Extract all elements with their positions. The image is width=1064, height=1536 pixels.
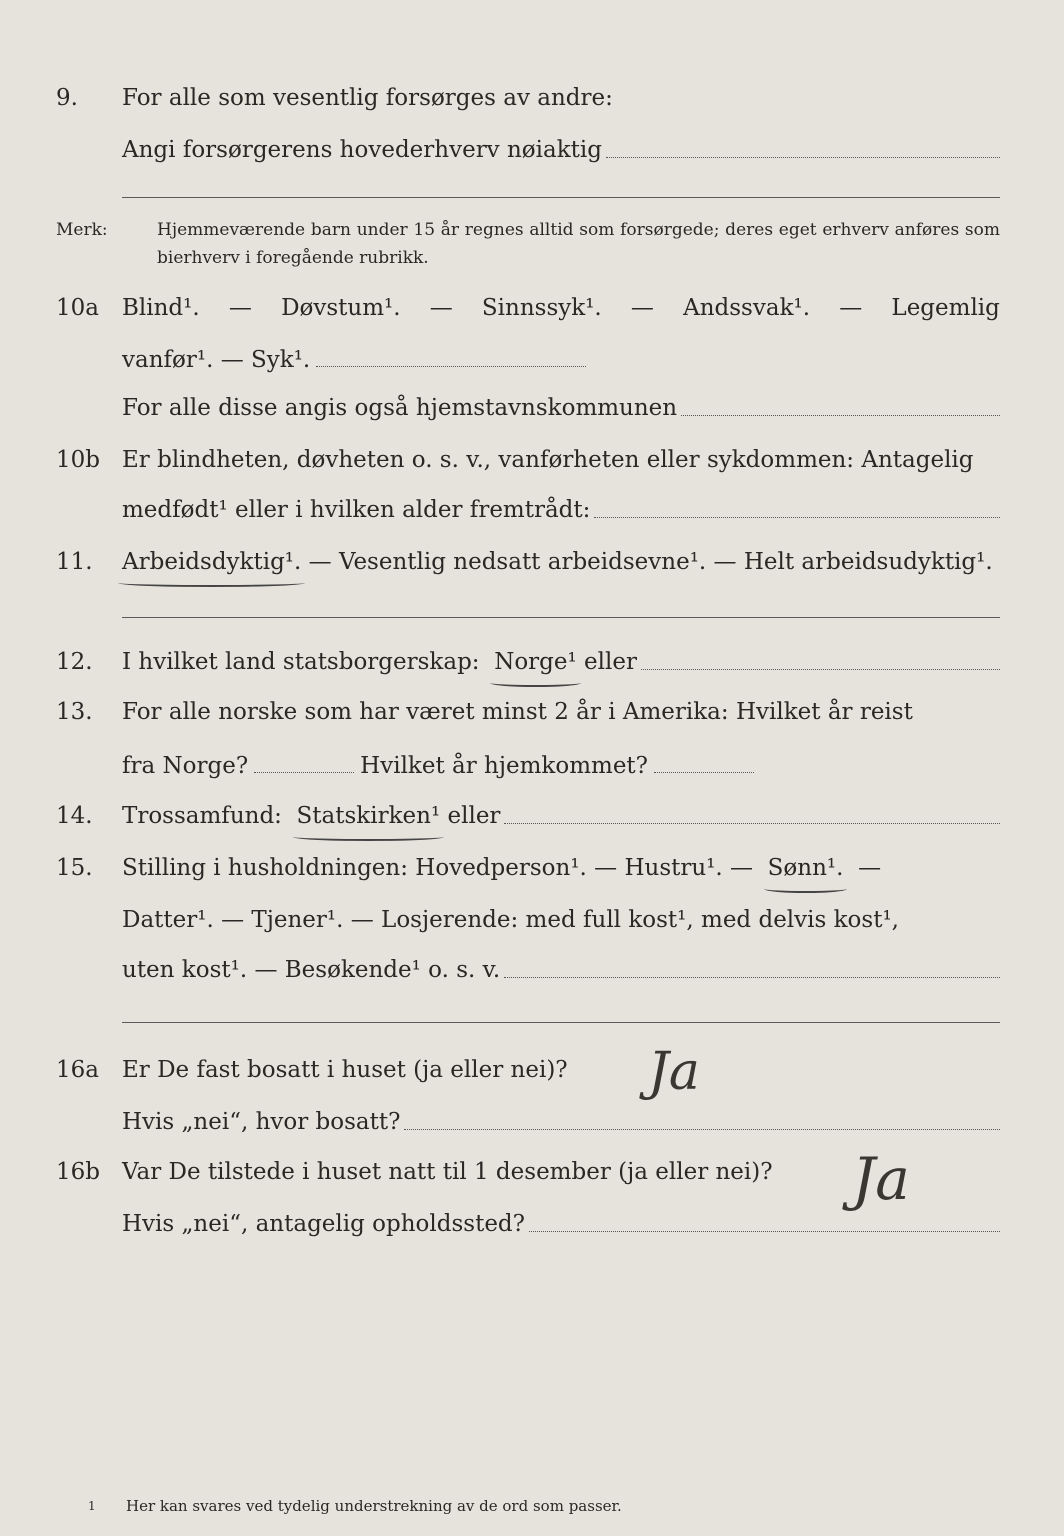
q11-rest: — Vesentlig nedsatt arbeidsevne¹. — Helt arbeidsudyktig¹. bbox=[308, 549, 993, 575]
q15-extra-line[interactable] bbox=[122, 1022, 1000, 1023]
q11-underlined-option[interactable]: Arbeidsdyktig¹. bbox=[122, 540, 301, 584]
q15-row-2 bbox=[0, 898, 1064, 942]
q12-row bbox=[0, 640, 1064, 684]
q9-number: 9. bbox=[56, 85, 78, 111]
footnote-text: Her kan svares ved tydelig understrekning av de ord som passer. bbox=[126, 1497, 622, 1515]
q15-underlined-option[interactable]: Sønn¹. bbox=[768, 846, 844, 890]
q11-row bbox=[0, 540, 1064, 584]
q14-pre: Trossamfund: bbox=[122, 803, 282, 829]
q9-text-2: Angi forsørgerens hovederhverv nøiaktig bbox=[122, 137, 602, 163]
q10a-row-2 bbox=[0, 338, 1064, 382]
q10a-answer-line[interactable] bbox=[316, 365, 586, 367]
q16b-number: 16b bbox=[56, 1159, 100, 1185]
q12-answer-line[interactable] bbox=[641, 668, 1000, 670]
footnote-mark: 1 bbox=[88, 1499, 96, 1513]
q10b-answer-line[interactable] bbox=[594, 516, 1000, 518]
q15-row-3 bbox=[0, 948, 1064, 992]
q15-row-1 bbox=[0, 846, 1064, 890]
q15-answer-line[interactable] bbox=[504, 976, 1000, 978]
q10a-opt-6: Andssvak¹. bbox=[683, 295, 811, 321]
q16a-answer-line[interactable] bbox=[404, 1128, 1000, 1130]
q10b-row-2 bbox=[0, 488, 1064, 532]
q10a-text-3: For alle disse angis også hjemstavnskommunen bbox=[122, 395, 678, 421]
q10a-opt-2: Døvstum¹. bbox=[281, 295, 401, 321]
q16a-handwritten-answer: Ja bbox=[648, 1042, 700, 1102]
q10a-opt-0: Blind¹. bbox=[122, 295, 200, 321]
q13-number: 13. bbox=[56, 699, 93, 725]
q13-left-norway-line[interactable] bbox=[254, 771, 354, 773]
q10a-text-2: vanfør¹. — Syk¹. bbox=[122, 347, 311, 373]
q13-text-2b: Hvilket år hjemkommet? bbox=[360, 753, 649, 779]
q11-number: 11. bbox=[56, 549, 93, 575]
q16b-answer-line[interactable] bbox=[529, 1230, 1000, 1232]
q12-pre: I hvilket land statsborgerskap: bbox=[122, 649, 480, 675]
q10a-row-3 bbox=[0, 386, 1064, 430]
q14-underlined-option[interactable]: Statskirken¹ bbox=[297, 794, 441, 838]
q13-text-1: For alle norske som har været minst 2 år i Amerika: Hvilket år reist bbox=[122, 699, 913, 725]
q14-row bbox=[0, 794, 1064, 838]
q15-number: 15. bbox=[56, 855, 93, 881]
q16a-row-1 bbox=[0, 1048, 1064, 1092]
q12-post: eller bbox=[584, 649, 637, 675]
q16a-text-2: Hvis „nei“, hvor bosatt? bbox=[122, 1109, 401, 1135]
q10a-opt-5: — bbox=[630, 295, 654, 321]
q10a-home-line[interactable] bbox=[681, 414, 1000, 416]
q10b-text-1: Er blindheten, døvheten o. s. v., vanførheten eller sykdommen: Antagelig bbox=[122, 447, 974, 473]
q13-row-2 bbox=[0, 744, 1064, 788]
q13-row-1 bbox=[0, 690, 1064, 734]
q10a-opt-4: Sinnssyk¹. bbox=[481, 295, 602, 321]
q12-underlined-option[interactable]: Norge¹ bbox=[494, 640, 577, 684]
merk-label: Merk: bbox=[56, 220, 108, 240]
q16b-handwritten-answer: Ja bbox=[852, 1145, 910, 1213]
q15-text-2: Datter¹. — Tjener¹. — Losjerende: med full kost¹, med delvis kost¹, bbox=[122, 907, 899, 933]
q13-text-2a: fra Norge? bbox=[122, 753, 249, 779]
q14-number: 14. bbox=[56, 803, 93, 829]
merk-text: Hjemmeværende barn under 15 år regnes alltid som forsørgede; deres eget erhverv anføres som bierhverv i foregående rubrikk. bbox=[157, 220, 1000, 268]
q16a-row-2 bbox=[0, 1100, 1064, 1144]
q10b-text-2: medfødt¹ eller i hvilken alder fremtrådt: bbox=[122, 497, 591, 523]
q15-text-1a: Stilling i husholdningen: Hovedperson¹. — Hustru¹. — bbox=[122, 855, 754, 881]
q16b-text-2: Hvis „nei“, antagelig opholdssted? bbox=[122, 1211, 525, 1237]
q10a-opt-8: Legemlig bbox=[891, 295, 1000, 321]
q15-text-1b: — bbox=[858, 855, 882, 881]
q10a-number: 10a bbox=[56, 295, 99, 321]
q9-text-1: For alle som vesentlig forsørges av andre: bbox=[122, 85, 613, 111]
q10a-opt-7: — bbox=[839, 295, 863, 321]
q9-answer-line[interactable] bbox=[606, 156, 1000, 158]
q9-row-2 bbox=[0, 128, 1064, 172]
q10a-options bbox=[122, 286, 1000, 330]
q16b-row-2 bbox=[0, 1202, 1064, 1246]
q10a-row-1 bbox=[0, 286, 1064, 330]
q14-answer-line[interactable] bbox=[504, 822, 1000, 824]
q16a-number: 16a bbox=[56, 1057, 99, 1083]
q10a-opt-3: — bbox=[429, 295, 453, 321]
q16a-text-1: Er De fast bosatt i huset (ja eller nei)? bbox=[122, 1057, 568, 1083]
q9-extra-line[interactable] bbox=[122, 197, 1000, 198]
q10b-row-1 bbox=[0, 438, 1064, 482]
q12-number: 12. bbox=[56, 649, 93, 675]
q13-returned-line[interactable] bbox=[654, 771, 754, 773]
q11-extra-line[interactable] bbox=[122, 617, 1000, 618]
q10b-number: 10b bbox=[56, 447, 100, 473]
q9-row-1 bbox=[0, 76, 1064, 120]
q10a-opt-1: — bbox=[228, 295, 252, 321]
q16b-text-1: Var De tilstede i huset natt til 1 desember (ja eller nei)? bbox=[122, 1159, 773, 1185]
q14-post: eller bbox=[447, 803, 501, 829]
q15-text-3: uten kost¹. — Besøkende¹ o. s. v. bbox=[122, 957, 501, 983]
